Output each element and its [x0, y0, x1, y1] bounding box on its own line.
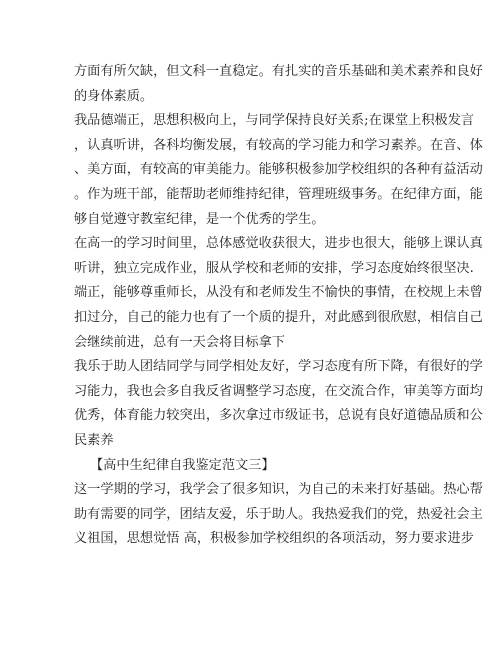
text-line: 端正，能够尊重师长，从没有和老师发生不愉快的事情，在校规上未曾 — [74, 285, 483, 301]
text-line: 。作为班干部，能帮助老师维持纪律，管理班级事务。在纪律方面，能 — [74, 186, 483, 202]
text-line: ，认真听讲，各科均衡发展，有较高的学习能力和学习素养。在音、体 — [74, 137, 483, 153]
text-line: 义祖国，思想觉悟 高，积极参加学校组织的各项活动，努力要求进步 — [74, 531, 474, 547]
text-line: 优秀，体育能力较突出，多次拿过市级证书，总说有良好道德品质和公 — [74, 408, 483, 424]
document-body — [74, 60, 483, 552]
text-line: 扣过分，自己的能力也有了一个质的提升，对此感到很欣慰，相信自己 — [74, 309, 483, 325]
text-line: 听讲，独立完成作业，服从学校和老师的安排，学习态度始终很坚决. — [74, 260, 474, 276]
text-line: 助有需要的同学，团结友爱，乐于助人。我热爱我们的党，热爱社会主 — [74, 506, 483, 522]
text-line: 我品德端正，思想积极向上，与同学保持良好关系;在课堂上积极发言 — [74, 113, 475, 129]
text-line: 我乐于助人团结同学与同学相处友好，学习态度有所下降，有很好的学 — [74, 359, 483, 375]
text-line: 、美方面，有较高的审美能力。能够积极参加学校组织的各种有益活动 — [74, 162, 483, 178]
text-line: 的身体素质。 — [74, 88, 154, 104]
text-line: 民素养 — [74, 432, 114, 448]
text-line: 会继续前进，总有一天会将目标拿下 — [74, 334, 285, 350]
text-line: 习能力，我也会多自我反省调整学习态度，在交流合作，审美等方面均 — [74, 383, 483, 399]
section-heading: 【高中生纪律自我鉴定范文三】 — [90, 457, 275, 473]
text-line: 这一学期的学习，我学会了很多知识，为自己的未来打好基础。热心帮 — [74, 482, 483, 498]
text-line: 够自觉遵守教室纪律，是一个优秀的学生。 — [74, 211, 325, 227]
text-line: 在高一的学习时间里，总体感觉收获很大，进步也很大，能够上课认真 — [74, 236, 483, 252]
text-line: 方面有所欠缺，但文科一直稳定。有扎实的音乐基础和美术素养和良好 — [74, 64, 483, 79]
